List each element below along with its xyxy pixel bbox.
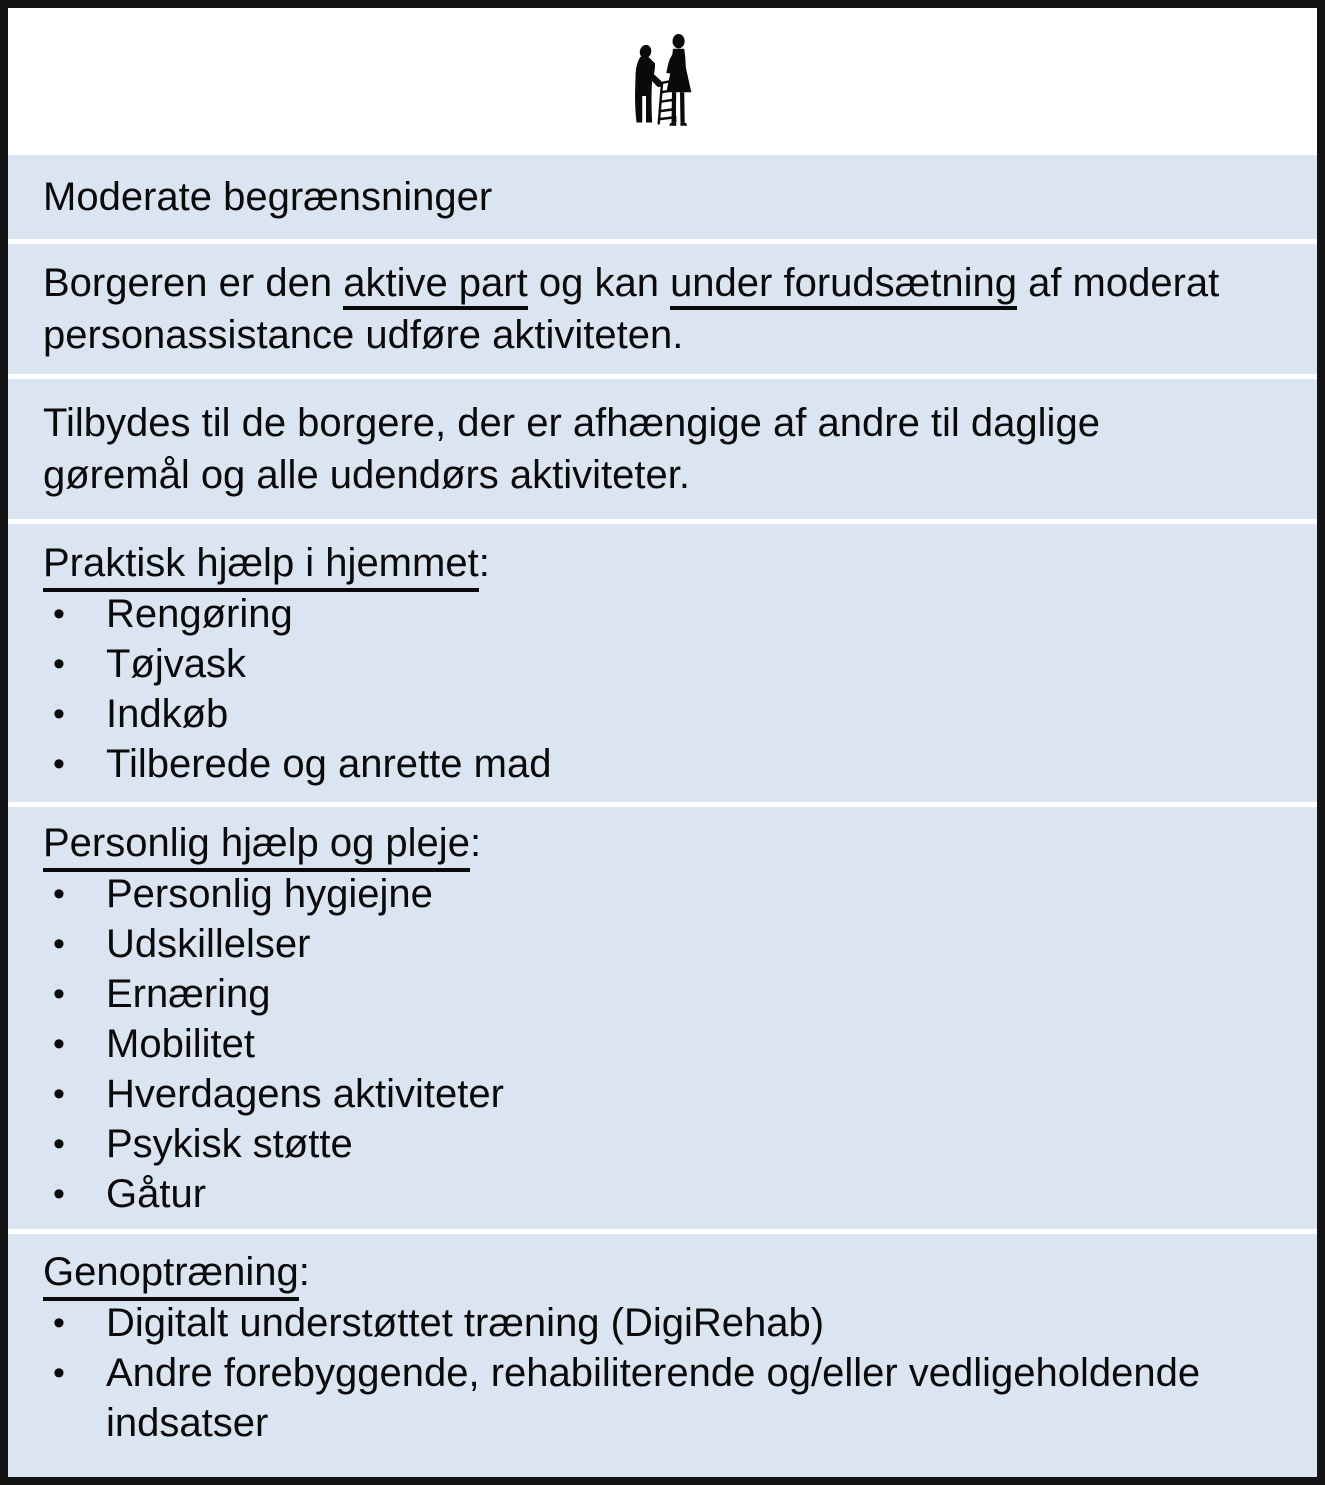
bullet-icon: • xyxy=(53,1075,65,1113)
description-segment-underlined: aktive part xyxy=(343,261,528,310)
list-item-label: Personlig hygiejne xyxy=(106,872,433,916)
description-segment: af moderat xyxy=(1016,261,1220,305)
personal-care-section xyxy=(8,807,1317,1229)
bullet-icon: • xyxy=(53,645,65,683)
list-item-label: Mobilitet xyxy=(106,1022,255,1066)
list-item-label: Ernæring xyxy=(106,972,271,1016)
list-item-label: Gåtur xyxy=(106,1172,207,1216)
bullet-icon: • xyxy=(53,875,65,913)
description-segment: Borgeren er den xyxy=(43,261,344,305)
list-item xyxy=(43,1069,1287,1119)
list-item-label: Udskillelser xyxy=(106,922,311,966)
care-level-title: Moderate begrænsninger xyxy=(43,175,493,219)
list-item xyxy=(43,739,1287,789)
list-item xyxy=(43,689,1287,739)
list-item-label: Psykisk støtte xyxy=(106,1122,353,1166)
list-item-label: Tilberede og anrette mad xyxy=(106,742,552,786)
bullet-icon: • xyxy=(53,745,65,783)
description-line-1 xyxy=(43,257,1287,309)
practical-help-section xyxy=(8,524,1317,802)
target-group-line-1: Tilbydes til de borgere, der er afhængige af andre til daglige xyxy=(43,401,1100,445)
bullet-icon: • xyxy=(53,1304,65,1342)
rehabilitation-section xyxy=(8,1234,1317,1477)
list-item-label: Indkøb xyxy=(106,692,229,736)
list-item xyxy=(43,639,1287,689)
care-level-title-row xyxy=(8,155,1317,239)
bullet-icon: • xyxy=(53,1175,65,1213)
description-segment: og kan xyxy=(527,261,671,305)
practical-help-heading: Praktisk hjælp i hjemmet: xyxy=(43,537,1287,589)
bullet-icon: • xyxy=(53,1125,65,1163)
list-item xyxy=(43,869,1287,919)
rehabilitation-list xyxy=(43,1298,1287,1448)
description-row xyxy=(8,244,1317,374)
target-group-line-2: gøremål og alle udendørs aktiviteter. xyxy=(43,453,690,497)
list-item xyxy=(43,1119,1287,1169)
personal-care-list xyxy=(43,869,1287,1219)
list-item-label: Digitalt understøttet træning (DigiRehab) xyxy=(106,1301,825,1345)
list-item xyxy=(43,1348,1287,1448)
list-item-label: Andre forebyggende, rehabiliterende og/eller vedligeholdende indsatser xyxy=(106,1351,1201,1445)
bullet-icon: • xyxy=(53,925,65,963)
target-group-row xyxy=(8,379,1317,519)
list-item xyxy=(43,1169,1287,1219)
card-header xyxy=(8,8,1317,150)
description-segment-underlined: under forudsætning xyxy=(670,261,1017,310)
practical-help-list xyxy=(43,589,1287,789)
list-item-label: Rengøring xyxy=(106,592,293,636)
list-item-label: Tøjvask xyxy=(106,642,246,686)
rehabilitation-heading: Genoptræning: xyxy=(43,1246,1287,1298)
caregiver-helping-elderly-with-walker-icon xyxy=(629,29,697,129)
personal-care-heading: Personlig hjælp og pleje: xyxy=(43,817,1287,869)
list-item xyxy=(43,1298,1287,1348)
list-item xyxy=(43,1019,1287,1069)
list-item xyxy=(43,589,1287,639)
bullet-icon: • xyxy=(53,1025,65,1063)
list-item xyxy=(43,969,1287,1019)
list-item-label: Hverdagens aktiviteter xyxy=(106,1072,504,1116)
description-line-2: personassistance udføre aktiviteten. xyxy=(43,313,684,357)
bullet-icon: • xyxy=(53,595,65,633)
bullet-icon: • xyxy=(53,695,65,733)
list-item xyxy=(43,919,1287,969)
bullet-icon: • xyxy=(53,975,65,1013)
bullet-icon: • xyxy=(53,1354,65,1392)
